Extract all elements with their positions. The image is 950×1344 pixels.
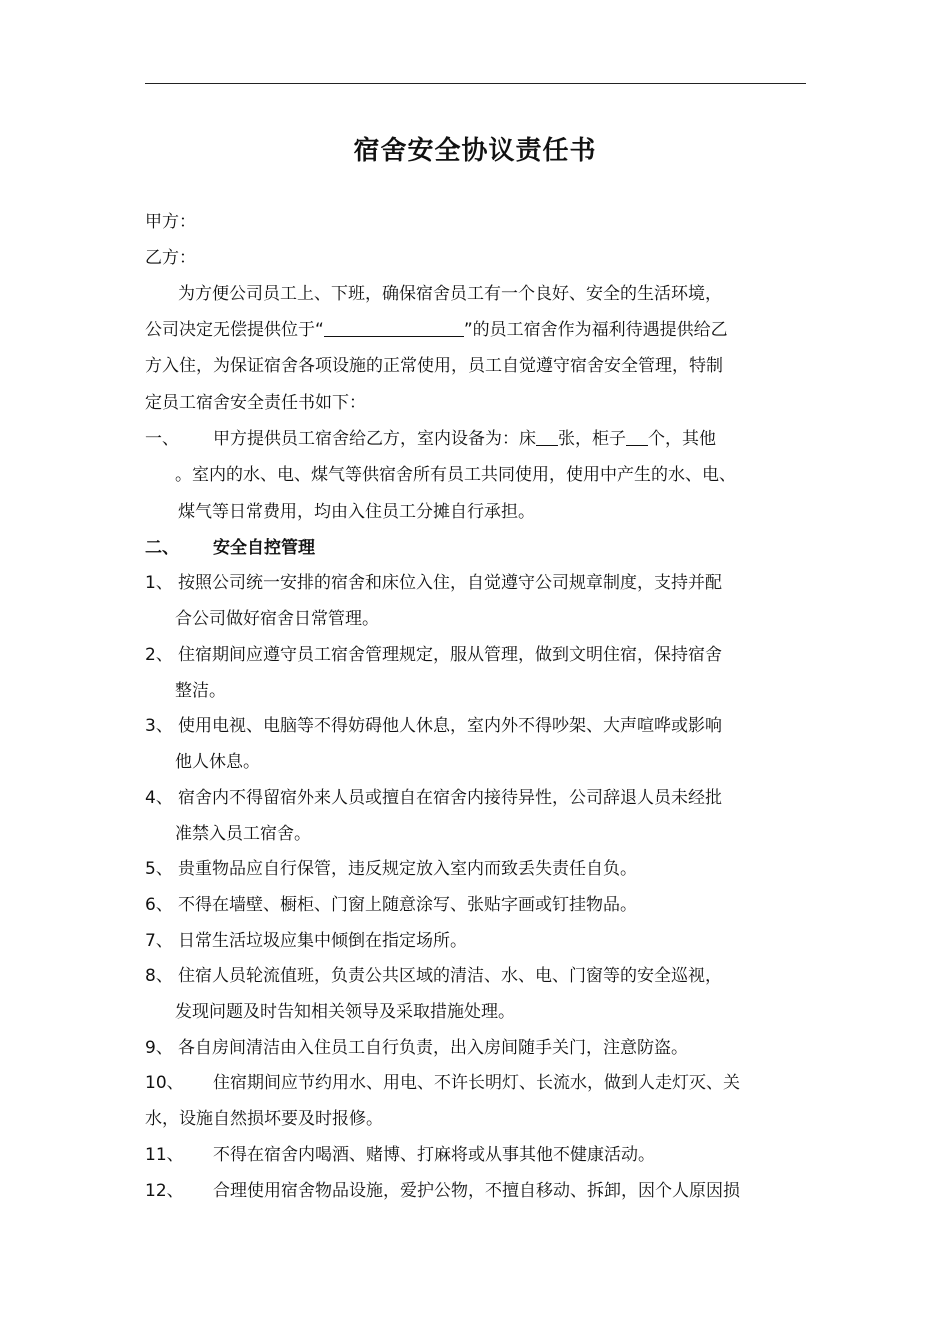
item-number: 3、 bbox=[145, 716, 173, 736]
item-number: 9、 bbox=[145, 1038, 173, 1058]
item-text: 不得在墙壁、橱柜、门窗上随意涂写、张贴字画或钉挂物品。 bbox=[178, 895, 637, 915]
cabinet-count-blank bbox=[626, 427, 648, 446]
item-text: 贵重物品应自行保管，违反规定放入室内而致丢失责任自负。 bbox=[178, 859, 637, 879]
header-rule bbox=[145, 83, 806, 84]
item-number: 6、 bbox=[145, 895, 173, 915]
item-text: 各自房间清洁由入住员工自行负责，出入房间随手关门，注意防盗。 bbox=[178, 1038, 688, 1058]
section-1-line-1-c: 个，其他 bbox=[648, 429, 716, 449]
item-number: 12、 bbox=[145, 1181, 184, 1201]
item-text-continued: 他人休息。 bbox=[175, 752, 260, 772]
item-text-continued: 合公司做好宿舍日常管理。 bbox=[175, 609, 379, 629]
item-text-continued: 准禁入员工宿舍。 bbox=[175, 824, 311, 844]
item-text: 使用电视、电脑等不得妨碍他人休息，室内外不得吵架、大声喧哗或影响 bbox=[178, 716, 722, 736]
document-title: 宿舍安全协议责任书 bbox=[353, 136, 597, 166]
section-2-number: 二、 bbox=[145, 538, 179, 558]
section-1-line-1 bbox=[213, 427, 716, 451]
party-a-label: 甲方： bbox=[145, 212, 196, 232]
item-number: 7、 bbox=[145, 931, 173, 951]
item-number: 2、 bbox=[145, 645, 173, 665]
section-1-number: 一、 bbox=[145, 429, 179, 449]
item-text: 住宿期间应节约用水、用电、不许长明灯、长流水，做到人走灯灭、关 bbox=[213, 1073, 740, 1093]
item-number: 10、 bbox=[145, 1073, 184, 1093]
intro-line-2-start: 公司决定无偿提供位于“ bbox=[145, 320, 324, 340]
section-1-line-1-a: 甲方提供员工宿舍给乙方，室内设备为：床 bbox=[213, 429, 536, 449]
item-text: 不得在宿舍内喝酒、赌博、打麻将或从事其他不健康活动。 bbox=[213, 1145, 655, 1165]
item-number: 1、 bbox=[145, 573, 173, 593]
intro-line-2-end: ”的员工宿舍作为福利待遇提供给乙 bbox=[463, 320, 728, 340]
item-text-continued: 水，设施自然损坏要及时报修。 bbox=[145, 1109, 383, 1129]
item-text: 住宿期间应遵守员工宿舍管理规定，服从管理，做到文明住宿，保持宿舍 bbox=[178, 645, 722, 665]
address-blank bbox=[324, 318, 464, 337]
item-text: 宿舍内不得留宿外来人员或擅自在宿舍内接待异性，公司辞退人员未经批 bbox=[178, 788, 722, 808]
item-text: 住宿人员轮流值班，负责公共区域的清洁、水、电、门窗等的安全巡视， bbox=[178, 966, 722, 986]
intro-line-4: 定员工宿舍安全责任书如下： bbox=[145, 393, 366, 413]
item-text: 合理使用宿舍物品设施，爱护公物，不擅自移动、拆卸，因个人原因损 bbox=[213, 1181, 740, 1201]
item-text-continued: 整洁。 bbox=[175, 681, 226, 701]
bed-count-blank bbox=[536, 427, 558, 446]
intro-line-3: 方入住，为保证宿舍各项设施的正常使用，员工自觉遵守宿舍安全管理，特制 bbox=[145, 356, 723, 376]
item-number: 8、 bbox=[145, 966, 173, 986]
item-number: 5、 bbox=[145, 859, 173, 879]
section-2-heading: 安全自控管理 bbox=[213, 538, 315, 558]
intro-line-2 bbox=[145, 318, 728, 342]
item-number: 4、 bbox=[145, 788, 173, 808]
intro-line-1: 为方便公司员工上、下班，确保宿舍员工有一个良好、安全的生活环境， bbox=[178, 284, 722, 304]
item-text-continued: 发现问题及时告知相关领导及采取措施处理。 bbox=[175, 1002, 515, 1022]
party-b-label: 乙方： bbox=[145, 248, 196, 268]
item-text: 按照公司统一安排的宿舍和床位入住，自觉遵守公司规章制度，支持并配 bbox=[178, 573, 722, 593]
item-number: 11、 bbox=[145, 1145, 184, 1165]
section-1-line-3: 煤气等日常费用，均由入住员工分摊自行承担。 bbox=[178, 502, 535, 522]
section-1-line-1-b: 张，柜子 bbox=[558, 429, 626, 449]
section-1-line-2: 。室内的水、电、煤气等供宿舍所有员工共同使用，使用中产生的水、电、 bbox=[175, 465, 736, 485]
item-text: 日常生活垃圾应集中倾倒在指定场所。 bbox=[178, 931, 467, 951]
